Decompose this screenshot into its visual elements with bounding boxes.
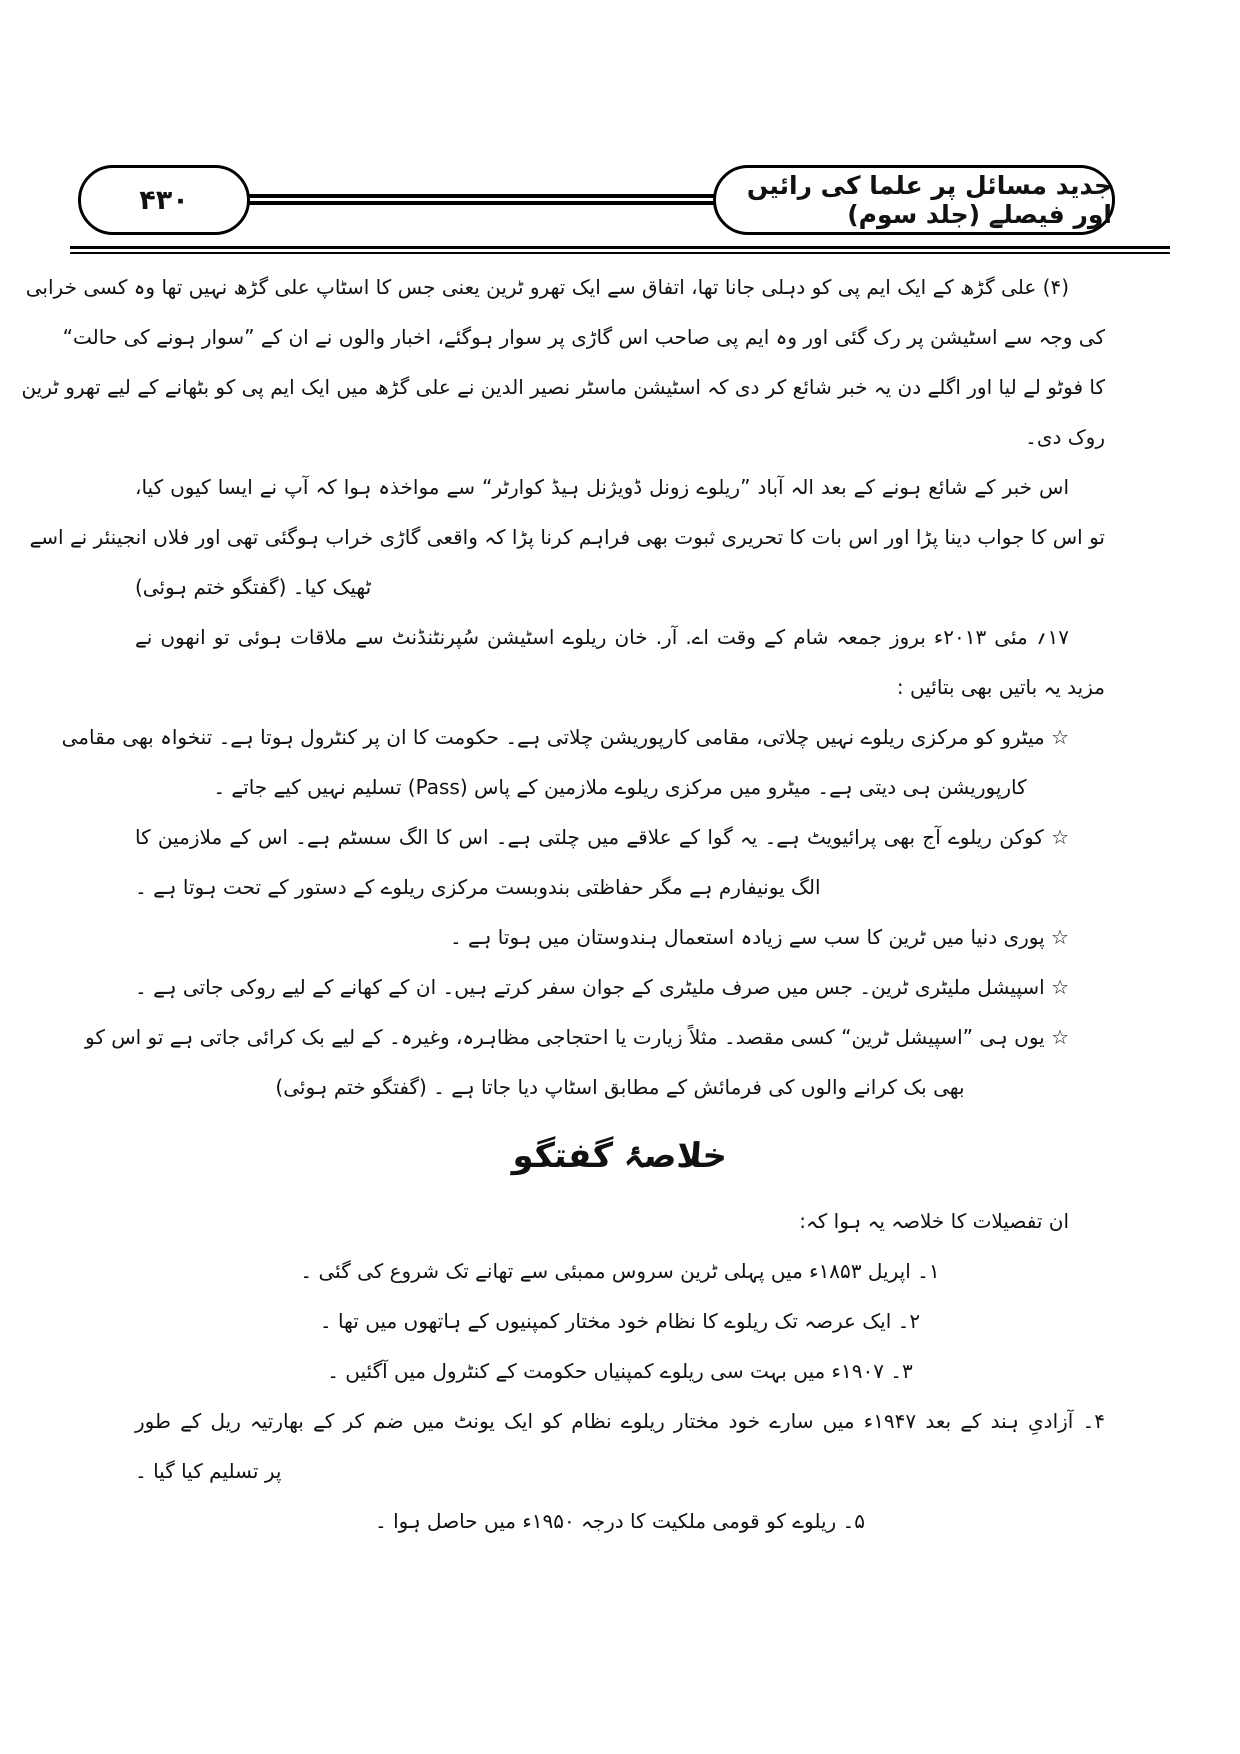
text-line: کارپوریشن ہی دیتی ہے۔ میٹرو میں مرکزی ریلوے ملازمین کے پاس (Pass) تسلیم نہیں کیے جاتے ۔ — [213, 775, 1027, 799]
text-line: الگ یونیفارم ہے مگر حفاظتی بندوبست مرکزی ریلوے کے دستور کے تحت ہوتا ہے ۔ — [135, 875, 821, 899]
text-line: ☆ کوکن ریلوے آج بھی پرائیویٹ ہے۔ یہ گوا کے علاقے میں چلتی ہے۔ اس کا الگ سسٹم ہے۔ اس کے ملازمین کا — [135, 825, 1069, 849]
header-connector-rule — [240, 194, 721, 205]
header-divider-rule — [70, 246, 1170, 254]
text-line: ☆ اسپیشل ملیٹری ٹرین۔ جس میں صرف ملیٹری کے جوان سفر کرتے ہیں۔ ان کے کھانے کے لیے روکی جاتی ہے ۔ — [135, 975, 1069, 999]
book-title: جدید مسائل پر علما کی رائیں اور فیصلے (جلد سوم) — [746, 171, 1112, 229]
text-line: کی وجہ سے اسٹیشن پر رک گئی اور وہ ایم پی صاحب اس گاڑی پر سوار ہوگئے، اخبار والوں نے ان کے ”سوار ہونے کی حالت“ — [62, 325, 1105, 349]
text-line: ۱۔ اپریل ۱۸۵۳ء میں پہلی ٹرین سروس ممبئی سے تھانے تک شروع کی گئی ۔ — [300, 1259, 940, 1283]
text-line: ۱۷؍ مئی ۲۰۱۳ء بروز جمعہ شام کے وقت اے. آر. خان ریلوے اسٹیشن سُپرنٹنڈنٹ سے ملاقات ہوئی تو انھوں نے — [135, 625, 1069, 649]
text-line: (۴) علی گڑھ کے ایک ایم پی کو دہلی جانا تھا، اتفاق سے ایک تھرو ٹرین یعنی جس کا اسٹاپ علی گڑھ نہیں تھا وہ کسی خرابی — [25, 275, 1069, 299]
summary-heading: خلاصۂ گفتگو — [511, 1136, 729, 1176]
text-line: ☆ پوری دنیا میں ٹرین کا سب سے زیادہ استعمال ہندوستان میں ہوتا ہے ۔ — [449, 925, 1069, 949]
page-number: ۴۳۰ — [139, 184, 189, 216]
page-content — [21, 262, 1105, 1546]
text-line: پر تسلیم کیا گیا ۔ — [135, 1459, 282, 1483]
text-line: ۴۔ آزادیِ ہند کے بعد ۱۹۴۷ء میں سارے خود مختار ریلوے نظام کو ایک یونٹ میں ضم کر کے بھارتیہ ریل کے طور — [135, 1409, 1105, 1433]
page-number-badge — [78, 165, 250, 235]
text-line: ۵۔ ریلوے کو قومی ملکیت کا درجہ ۱۹۵۰ء میں حاصل ہوا ۔ — [375, 1509, 865, 1533]
text-line: کا فوٹو لے لیا اور اگلے دن یہ خبر شائع کر دی کہ اسٹیشن ماسٹر نصیر الدین نے علی گڑھ میں ایک ایم پی کو بٹھانے کے لیے تھرو ٹرین — [21, 375, 1105, 399]
text-line: ان تفصیلات کا خلاصہ یہ ہوا کہ: — [799, 1209, 1069, 1233]
text-line: ☆ میٹرو کو مرکزی ریلوے نہیں چلاتی، مقامی کارپوریشن چلاتی ہے۔ حکومت کا ان پر کنٹرول ہوتا ہے۔ تنخواہ بھی مقامی — [61, 725, 1069, 749]
text-line: تو اس کا جواب دینا پڑا اور اس بات کا تحریری ثبوت بھی فراہم کرنا پڑا کہ واقعی گاڑی خراب ہوگئی تھی اور فلاں انجینئر نے اسے — [29, 525, 1105, 549]
text-line: ۲۔ ایک عرصہ تک ریلوے کا نظام خود مختار کمپنیوں کے ہاتھوں میں تھا ۔ — [319, 1309, 921, 1333]
book-title-badge — [713, 165, 1115, 235]
text-line: بھی بک کرانے والوں کی فرمائش کے مطابق اسٹاپ دیا جاتا ہے ۔ (گفتگو ختم ہوئی) — [275, 1075, 965, 1099]
text-line: ۳۔ ۱۹۰۷ء میں بہت سی ریلوے کمپنیاں حکومت کے کنٹرول میں آگئیں ۔ — [327, 1359, 913, 1383]
text-line: اس خبر کے شائع ہونے کے بعد الہ آباد ”ریلوے زونل ڈویژنل ہیڈ کوارٹر“ سے مواخذہ ہوا کہ آپ نے ایسا کیوں کیا، — [135, 475, 1069, 499]
text-line: ٹھیک کیا۔ (گفتگو ختم ہوئی) — [135, 575, 372, 599]
text-line: مزید یہ باتیں بھی بتائیں : — [896, 675, 1105, 699]
text-line: روک دی۔ — [1025, 425, 1105, 449]
text-line: ☆ یوں ہی ”اسپیشل ٹرین“ کسی مقصد۔ مثلاً زیارت یا احتجاجی مظاہرہ، وغیرہ۔ کے لیے بک کرائی جاتی ہے تو اس کو — [85, 1025, 1069, 1049]
